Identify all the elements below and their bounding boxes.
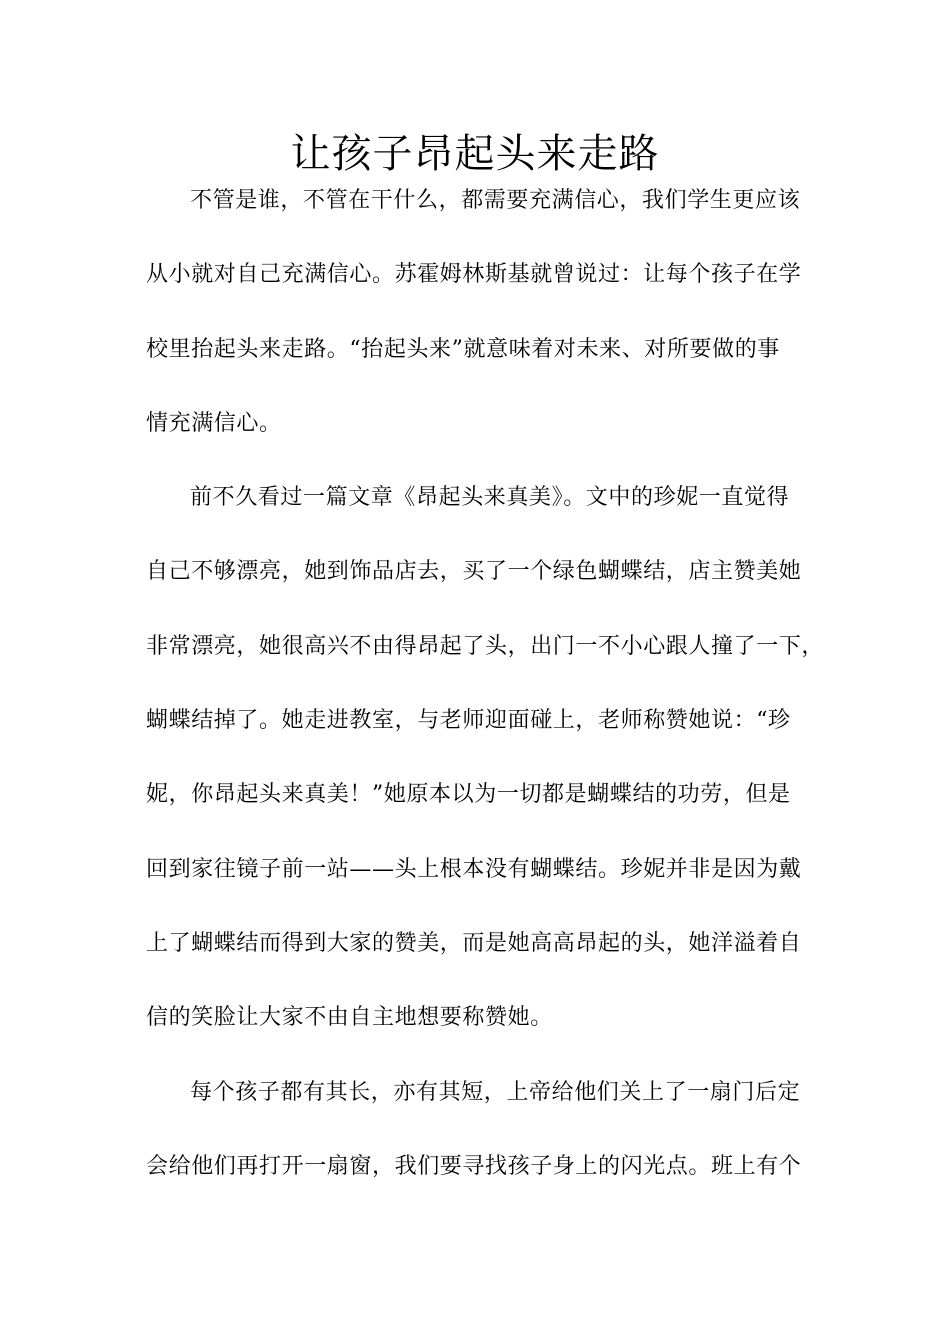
paragraph-2-line-7: 上了蝴蝶结而得到大家的赞美，而是她高高昂起的头，她洋溢着自 (146, 930, 802, 956)
paragraph-3-line-2: 会给他们再打开一扇窗，我们要寻找孩子身上的闪光点。班上有个 (146, 1153, 802, 1179)
paragraph-3-line-1: 每个孩子都有其长，亦有其短，上帝给他们关上了一扇门后定 (190, 1079, 801, 1105)
document-body (146, 168, 826, 1208)
paragraph-1-line-3: 校里抬起头来走路。“抬起头来”就意味着对未来、对所要做的事 (146, 336, 780, 362)
paragraph-2-line-4: 蝴蝶结掉了。她走进教室，与老师迎面碰上，老师称赞她说：“珍 (146, 708, 791, 734)
paragraph-1-line-4: 情充满信心。 (146, 410, 282, 436)
document-title: 让孩子昂起头来走路 (290, 131, 660, 177)
paragraph-2-line-1: 前不久看过一篇文章《昂起头来真美》。文中的珍妮一直觉得 (190, 485, 790, 511)
paragraph-2-line-8: 信的笑脸让大家不由自主地想要称赞她。 (146, 1005, 553, 1031)
paragraph-1-line-2: 从小就对自己充满信心。苏霍姆林斯基就曾说过：让每个孩子在学 (146, 262, 802, 288)
paragraph-1-line-1: 不管是谁，不管在干什么，都需要充满信心，我们学生更应该 (190, 188, 801, 213)
paragraph-2-line-2: 自己不够漂亮，她到饰品店去，买了一个绿色蝴蝶结，店主赞美她 (146, 559, 802, 585)
paragraph-2-line-6: 回到家往镜子前一站——头上根本没有蝴蝶结。珍妮并非是因为戴 (146, 856, 802, 882)
paragraph-2-line-3: 非常漂亮，她很高兴不由得昂起了头，出门一不小心跟人撞了一下， (146, 633, 825, 659)
paragraph-2-line-5: 妮，你昂起头来真美！”她原本以为一切都是蝴蝶结的功劳，但是 (146, 782, 791, 808)
